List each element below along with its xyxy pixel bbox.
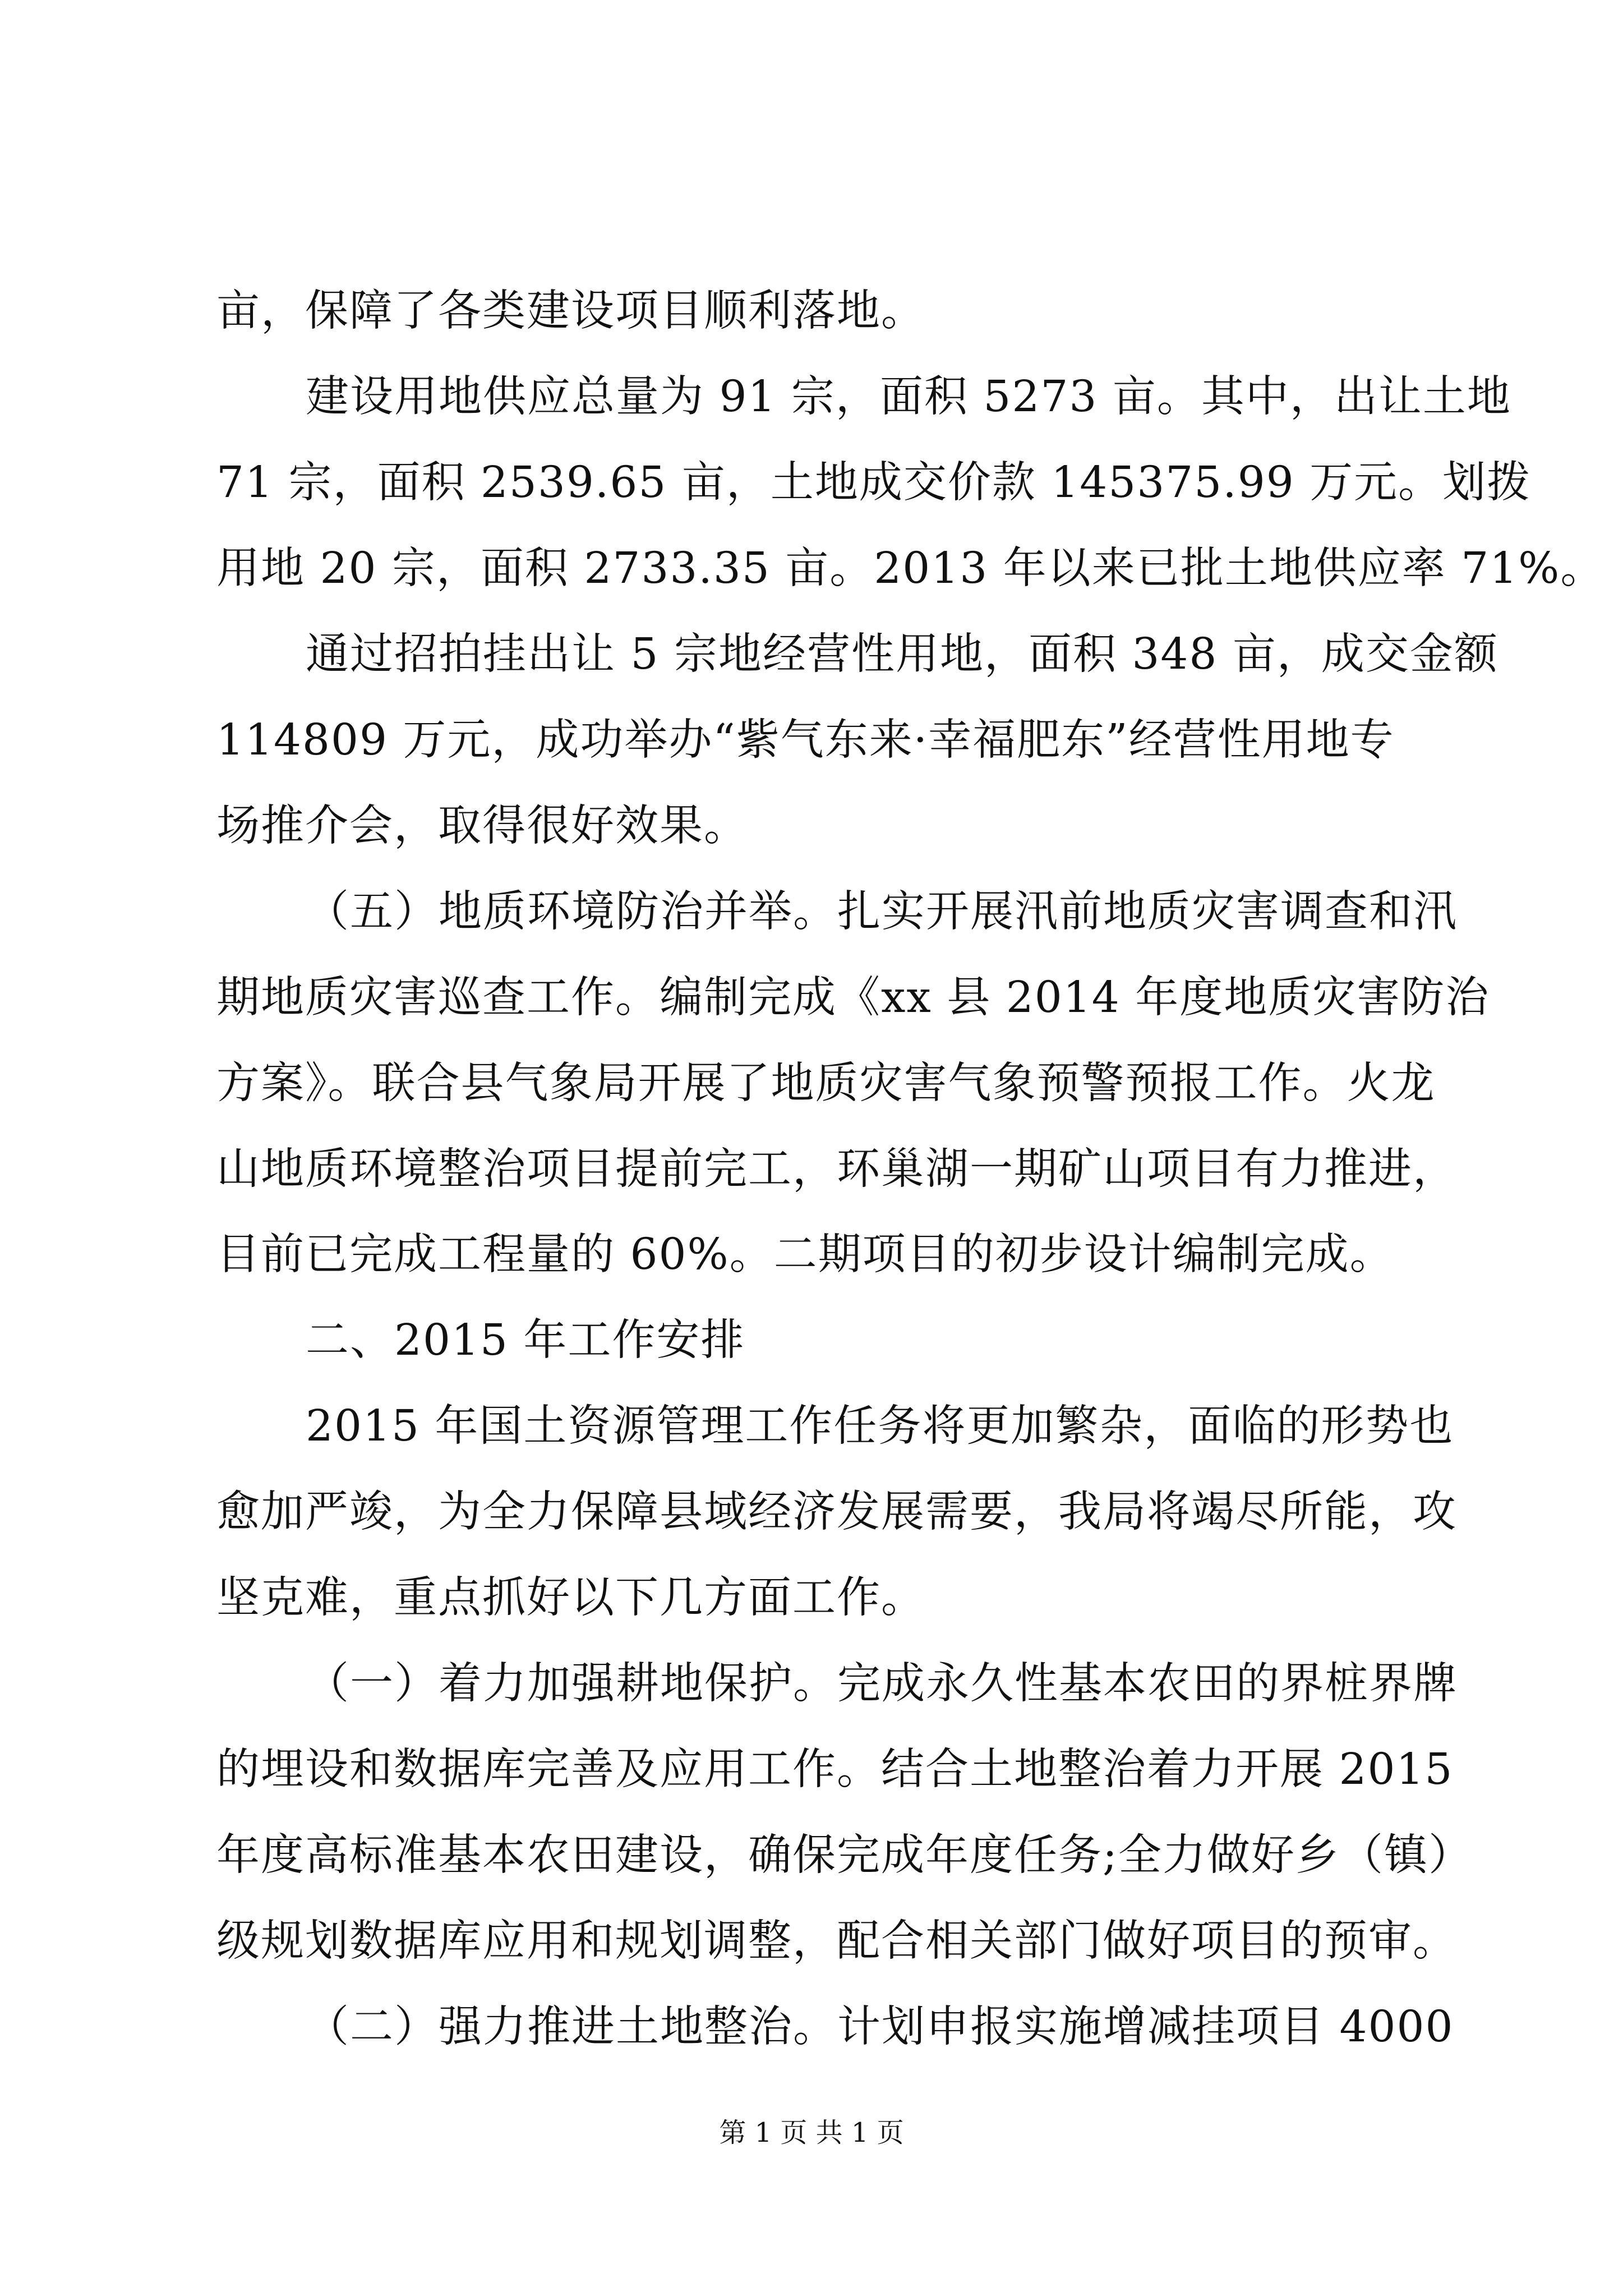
text-line: 的埋设和数据库完善及应用工作。结合土地整治着力开展 2015 bbox=[216, 1745, 1454, 1795]
text-line: 年度高标准基本农田建设，确保完成年度任务;全力做好乡（镇） bbox=[216, 1830, 1473, 1880]
text-line: 通过招拍挂出让 5 宗地经营性用地，面积 348 亩，成交金额 bbox=[306, 629, 1498, 679]
text-line: （二）强力推进土地整治。计划申报实施增减挂项目 4000 bbox=[306, 2002, 1454, 2052]
text-line: （五）地质环境防治并举。扎实开展汛前地质灾害调查和汛 bbox=[306, 887, 1458, 937]
text-line: 建设用地供应总量为 91 宗，面积 5273 亩。其中，出让土地 bbox=[306, 372, 1511, 422]
text-line: 目前已完成工程量的 60%。二期项目的初步设计编制完成。 bbox=[216, 1230, 1394, 1280]
text-line: 用地 20 宗，面积 2733.35 亩。2013 年以来已批土地供应率 71%。 bbox=[216, 544, 1605, 593]
text-line: 71 宗，面积 2539.65 亩，土地成交价款 145375.99 万元。划拨 bbox=[216, 458, 1532, 508]
text-line: 方案》。联合县气象局开展了地质灾害气象预警预报工作。火龙 bbox=[216, 1059, 1436, 1108]
text-line: 山地质环境整治项目提前完工，环巢湖一期矿山项目有力推进， bbox=[216, 1144, 1457, 1194]
text-line: 亩，保障了各类建设项目顺利落地。 bbox=[216, 286, 925, 336]
text-line: 坚克难，重点抓好以下几方面工作。 bbox=[216, 1573, 925, 1623]
text-line: 场推介会，取得很好效果。 bbox=[216, 801, 748, 851]
page-footer: 第 1 页 共 1 页 bbox=[719, 2117, 904, 2148]
text-line: 期地质灾害巡查工作。编制完成《xx 县 2014 年度地质灾害防治 bbox=[216, 973, 1490, 1023]
text-line: 2015 年国土资源管理工作任务将更加繁杂，面临的形势也 bbox=[306, 1401, 1454, 1451]
section-heading: 二、2015 年工作安排 bbox=[306, 1315, 745, 1365]
text-line: 114809 万元，成功举办“紫气东来·幸福肥东”经营性用地专 bbox=[216, 715, 1395, 765]
text-line: 愈加严竣，为全力保障县域经济发展需要，我局将竭尽所能，攻 bbox=[216, 1487, 1457, 1537]
text-line: （一）着力加强耕地保护。完成永久性基本农田的界桩界牌 bbox=[306, 1659, 1458, 1709]
text-line: 级规划数据库应用和规划调整，配合相关部门做好项目的预审。 bbox=[216, 1916, 1457, 1966]
